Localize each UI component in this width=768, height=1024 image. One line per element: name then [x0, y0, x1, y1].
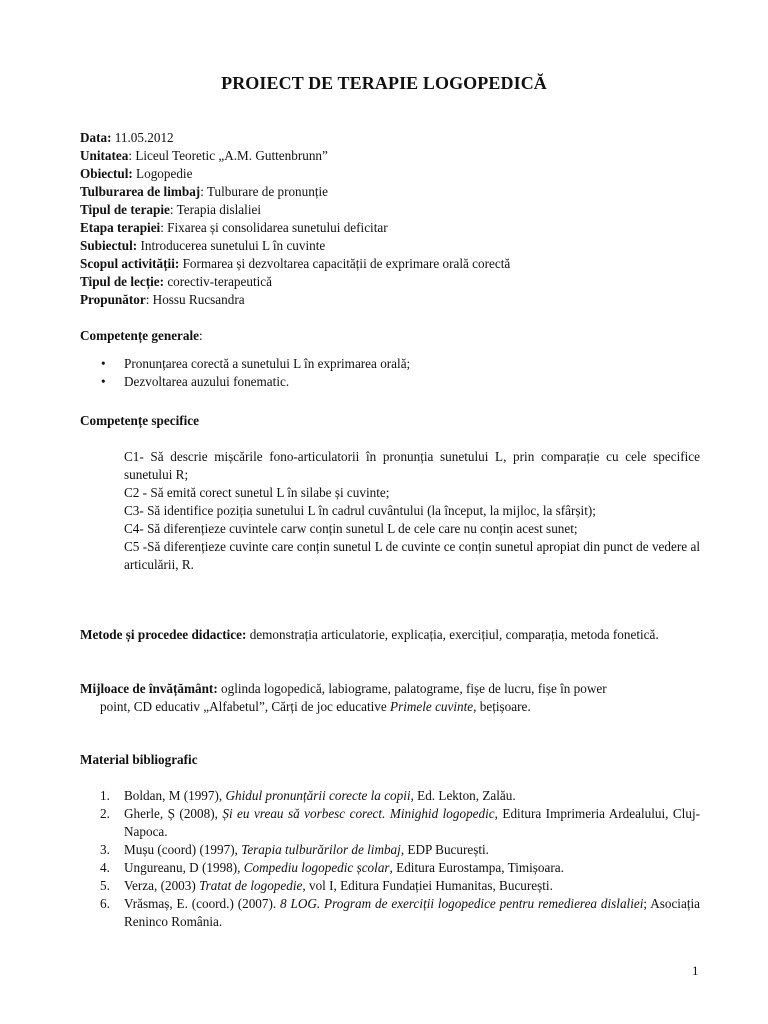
reference-number: 1.: [100, 788, 110, 803]
meta-label: Propunător: [80, 292, 146, 307]
list-item: [80, 355, 700, 373]
meta-row-unit: [80, 147, 700, 165]
section-heading-text: Competențe generale: [80, 328, 200, 343]
reference-item: [80, 841, 700, 859]
reference-text: Ungureanu, D (1998),: [124, 860, 244, 875]
bibliography-list: [80, 787, 700, 931]
meta-label: Data:: [80, 130, 112, 145]
means-text: oglinda logopedică, labiograme, palatograme, fișe de lucru, fișe în power: [217, 681, 607, 696]
bullet-icon: •: [101, 356, 106, 371]
general-competences-heading: [80, 327, 203, 345]
meta-row-date: [80, 129, 700, 147]
document-title: PROIECT DE TERAPIE LOGOPEDICĂ: [221, 73, 547, 93]
reference-text: Boldan, M (1997),: [124, 788, 226, 803]
heading-colon: :: [199, 328, 203, 343]
list-item-text: Dezvoltarea auzului fonematic.: [124, 374, 290, 389]
list-item-text: Pronunțarea corectă a sunetului L în exprimarea orală;: [124, 356, 411, 371]
reference-text: Gherle, Ș (2008),: [124, 806, 223, 821]
means-italic-title: Primele cuvinte: [390, 699, 474, 714]
meta-row-goal: [80, 255, 700, 273]
means-label: Mijloace de învățământ:: [80, 681, 218, 696]
reference-title: Terapia tulburărilor de limbaj: [241, 842, 401, 857]
bullet-icon: •: [101, 374, 106, 389]
means-line-1: [80, 680, 700, 698]
reference-text: ; Asociația Reninco România.: [124, 896, 700, 929]
general-competences-list: [80, 355, 700, 391]
meta-value: : Liceul Teoretic „A.M. Guttenbrunn”: [128, 148, 328, 163]
reference-text: Vrăsmaș, E. (coord.) (2007).: [124, 896, 281, 911]
meta-label: Etapa terapiei: [80, 220, 161, 235]
meta-value: 11.05.2012: [111, 130, 174, 145]
meta-row-therapy-stage: [80, 219, 700, 237]
reference-item: [80, 805, 700, 841]
competence-item: C1- Să descrie mișcările fono-articulatorii în pronunția sunetului L, prin comparație cu cele specifice sunetului R;: [124, 449, 700, 482]
meta-label: Tipul de terapie: [80, 202, 170, 217]
reference-number: 3.: [100, 842, 110, 857]
meta-row-topic: [80, 237, 700, 255]
reference-text: Mușu (coord) (1997),: [124, 842, 242, 857]
reference-item: [80, 787, 700, 805]
meta-label: Unitatea: [80, 148, 129, 163]
list-item: [80, 373, 700, 391]
meta-row-author: [80, 291, 700, 309]
means-text: , bețișoare.: [473, 699, 531, 714]
reference-text: , EDP București.: [400, 842, 489, 857]
meta-row-subject-area: [80, 165, 700, 183]
meta-value: Introducerea sunetului L în cuvinte: [137, 238, 326, 253]
competence-item: C2 - Să emită corect sunetul L în silabe și cuvinte;: [124, 485, 390, 500]
reference-number: 5.: [100, 878, 110, 893]
meta-value: : Terapia dislaliei: [169, 202, 262, 217]
means-text: point, CD educativ „Alfabetul”, Cărți de joc educative: [100, 699, 391, 714]
reference-text: , vol I, Editura Fundației Humanitas, București.: [302, 878, 553, 893]
specific-competences-heading: Competențe specifice: [80, 413, 200, 428]
meta-value: Formarea și dezvoltarea capacității de exprimare orală corectă: [179, 256, 511, 271]
reference-title: Și eu vreau să vorbesc corect. Minighid logopedic: [222, 806, 495, 821]
page-number: 1: [692, 963, 699, 978]
means-line-2: [80, 698, 700, 716]
reference-number: 6.: [100, 896, 110, 911]
methods-paragraph: [80, 626, 700, 644]
reference-number: 4.: [100, 860, 110, 875]
competence-item: C3- Să identifice poziția sunetului L în cadrul cuvântului (la început, la mijloc, la sfârșit);: [124, 503, 596, 518]
meta-value: Logopedie: [132, 166, 193, 181]
reference-text: , Ed. Lekton, Zalău.: [410, 788, 516, 803]
reference-text: , Editura Eurostampa, Timișoara.: [389, 860, 564, 875]
bibliography-heading: Material bibliografic: [80, 752, 198, 767]
meta-label: Scopul activității:: [80, 256, 180, 271]
methods-text: demonstrația articulatorie, explicația, exercițiul, comparația, metoda fonetică.: [246, 627, 659, 642]
meta-label: Tipul de lecție:: [80, 274, 165, 289]
specific-competences-list: [124, 448, 700, 574]
reference-item: [80, 859, 700, 877]
meta-row-therapy-type: [80, 201, 700, 219]
meta-label: Tulburarea de limbaj: [80, 184, 201, 199]
reference-text: Verza, (2003): [124, 878, 200, 893]
meta-row-lesson-type: [80, 273, 700, 291]
meta-label: Obiectul:: [80, 166, 133, 181]
reference-item: [80, 877, 700, 895]
reference-title: 8 LOG. Program de exerciții logopedice pentru remedierea dislaliei: [280, 896, 644, 911]
reference-title: Tratat de logopedie: [199, 878, 303, 893]
meta-value: : Hossu Rucsandra: [145, 292, 245, 307]
means-paragraph: [80, 680, 700, 716]
competence-item: C4- Să diferențieze cuvintele carw conțin sunetul L de cele care nu conțin acest sunet;: [124, 521, 578, 536]
project-metadata: [80, 129, 700, 309]
reference-title: Ghidul pronunțării corecte la copii: [225, 788, 411, 803]
reference-title: Compediu logopedic școlar: [243, 860, 390, 875]
meta-value: : Fixarea și consolidarea sunetului deficitar: [160, 220, 388, 235]
methods-label: Metode și procedee didactice:: [80, 627, 247, 642]
reference-number: 2.: [100, 806, 110, 821]
meta-value: corectiv-terapeutică: [164, 274, 273, 289]
competence-item: C5 -Să diferențieze cuvinte care conțin sunetul L de cuvinte ce conțin sunetul apropiat din punct de vedere al articulării, R.: [124, 539, 700, 572]
meta-value: : Tulburare de pronunție: [200, 184, 329, 199]
reference-text: , Editura Imprimeria Ardealului, Cluj-Napoca.: [124, 806, 700, 839]
meta-label: Subiectul:: [80, 238, 138, 253]
reference-item: [80, 895, 700, 931]
meta-row-disorder: [80, 183, 700, 201]
